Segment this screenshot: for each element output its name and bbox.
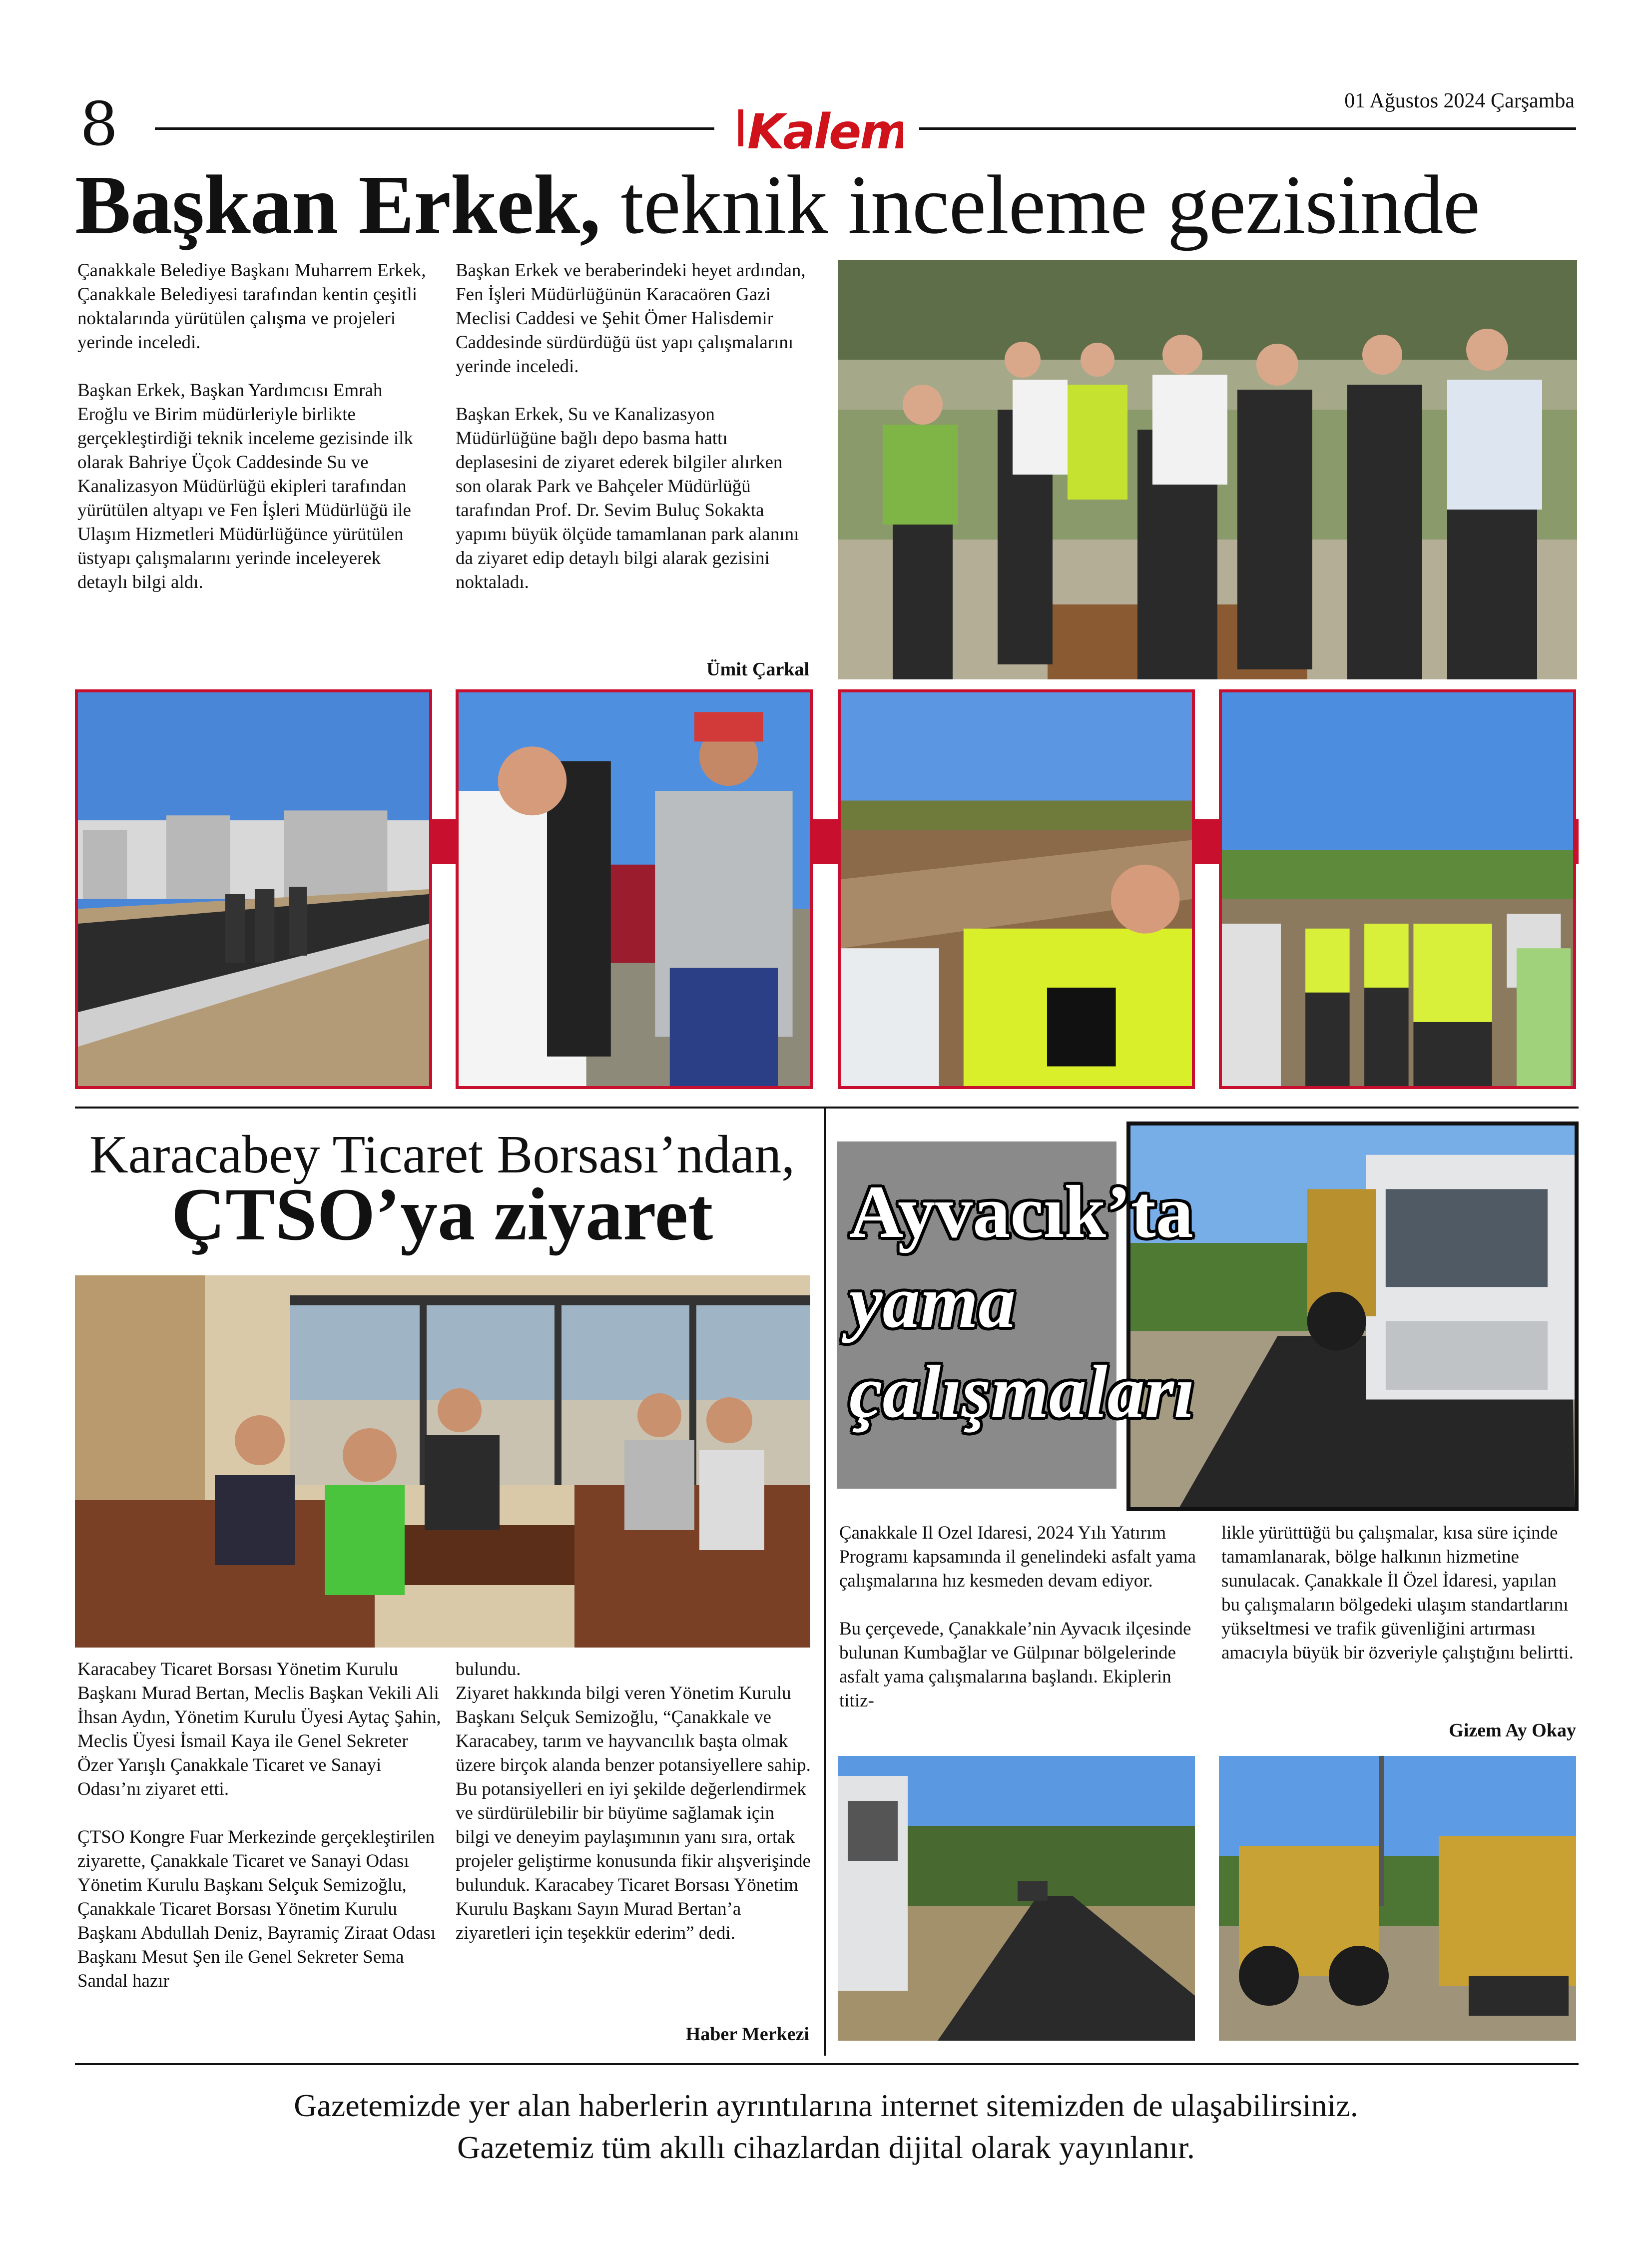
section-divider-horizontal (75, 1107, 1579, 1109)
article3-column2 (1221, 1521, 1577, 1665)
article1-main-photo (838, 260, 1577, 679)
page-number: 8 (80, 90, 118, 159)
article3-road-photo (838, 1756, 1195, 2041)
section-divider-vertical (824, 1107, 826, 2056)
strip-photo-road (75, 689, 432, 1089)
article1-col1-p1: Çanakkale Belediye Başkanı Muharrem Erkek, Çanakkale Belediyesi tarafından kentin çeşitli noktalarında yürütülen çalışma ve projeleri yerinde inceledi. (77, 260, 426, 353)
article3-grader-photo (1219, 1756, 1576, 2041)
main-headline (75, 159, 1579, 251)
article1-column1 (77, 259, 427, 618)
article2-column1 (77, 1658, 442, 1993)
article3-truck-photo (1126, 1121, 1579, 1511)
article2-column2 (456, 1658, 811, 1945)
issue-date: 01 Ağustos 2024 Çarşamba (1344, 89, 1575, 112)
article1-byline: Ümit Çarkal (706, 659, 809, 680)
article3-title-line2: yama (849, 1260, 1016, 1343)
article2-col1-p1: Karacabey Ticaret Borsası Yönetim Kurulu Başkanı Murad Bertan, Meclis Başkan Vekili Ali İhsan Aydın, Yönetim Kurulu Üyesi Aytaç Şahin, Meclis Üyesi İsmail Kaya ile Genel Sekreter Özer Yarışlı Çanakkale Ticaret ve Sanayi Odası’nı ziyaret etti. (77, 1659, 441, 1799)
footer-line1: Gazetemizde yer alan haberlerin ayrıntılarına internet sitemizden de ulaşabilirsiniz. (294, 2088, 1358, 2123)
article3-title-line1: Ayvacık’ta (849, 1170, 1193, 1253)
article3-byline: Gizem Ay Okay (1449, 1720, 1576, 1741)
article1-col1-p2: Başkan Erkek, Başkan Yardımcısı Emrah Eroğlu ve Birim müdürleriyle birlikte gerçekleştirdiği teknik inceleme gezisinde ilk olarak Bahriye Üçok Caddesinde Su ve Kanalizasyon Müdürlüğü ekipleri tarafından yürütülen altyapı ve Fen İşleri Müdürlüğü ile Ulaşım Hizmetleri Müdürlüğünce yürütülen üstyapı çalışmalarını yerinde inceleyerek detaylı bilgi aldı. (77, 380, 413, 592)
strip-photo-construction (838, 689, 1195, 1089)
svg-text:Kalem: Kalem (747, 104, 903, 157)
article2-meeting-photo (75, 1275, 810, 1648)
article1-col2-p1: Başkan Erkek ve beraberindeki heyet ardından, Fen İşleri Müdürlüğünün Karacaören Gazi Meclisi Caddesi ve Şehit Ömer Halisdemir Caddesinde sürdürdüğü üst yapı çalışmalarını yerinde inceledi. (456, 260, 806, 377)
article3-col2-p1: likle yürüttüğü bu çalışmalar, kısa süre içinde tamamlanarak, bölge halkının hizmetine sunulacak. Çanakkale İl Özel İdaresi, yapılan bu çalışmaların bölgedeki ulaşım standartlarını yükseltmesi ve trafik güvenliğini artırması amacıyla büyük bir özveriyle çalıştığını belirtti. (1221, 1523, 1574, 1663)
article2-col2-p1: bulundu. (456, 1659, 521, 1680)
article1-col2-p2: Başkan Erkek, Su ve Kanalizasyon Müdürlüğüne bağlı depo basma hattı deplasesini de ziyaret ederek bilgiler alırken son olarak Park ve Bahçeler Müdürlüğü tarafından Prof. Dr. Sevim Buluç Sokakta yapımı büyük ölçüde tamamlanan park alanını da ziyaret edip detaylı bilgi alarak gezisini noktaladı. (456, 404, 799, 592)
article3-col1-p2: Bu çerçevede, Çanakkale’nin Ayvacık ilçesinde bulunan Kumbağlar ve Gülpınar bölgelerinde asfalt yama çalışmalarına başlandı. Ekiplerin titiz- (839, 1619, 1191, 1711)
headline-bold: Başkan Erkek, (75, 158, 600, 251)
footer-line2: Gazetemiz tüm akıllı cihazlardan dijital olarak yayınlanır. (457, 2130, 1195, 2165)
footer-rule (75, 2063, 1579, 2065)
article2-col2-p2: Ziyaret hakkında bilgi veren Yönetim Kurulu Başkanı Selçuk Semizoğlu, “Çanakkale ve Karacabey, tarım ve hayvancılık başta olmak üzere birçok alanda benzer potansiyellere sahip. Bu potansiyelleri en iyi şekilde değerlendirmek ve sürdürülebilir bir büyüme sağlamak için bilgi ve deneyim paylaşımının yanı sıra, ortak projeler geliştirme konusunda fikir alışverişinde bulunduk. Karacabey Ticaret Borsası Yönetim Kurulu Başkanı Sayın Murad Bertan’a ziyaretleri için teşekkür ederim” dedi. (456, 1683, 811, 1943)
header-rule-right (919, 127, 1576, 130)
article2-byline: Haber Merkezi (685, 2024, 809, 2045)
strip-photo-handshake (456, 689, 813, 1089)
headline-rest: teknik inceleme gezisinde (600, 158, 1480, 251)
strip-photo-workers (1219, 689, 1576, 1089)
article1-column2 (456, 259, 811, 618)
article2-title-line1: Karacabey Ticaret Borsası’ndan, (89, 1125, 795, 1184)
article2-col1-p2: ÇTSO Kongre Fuar Merkezinde gerçekleştirilen ziyarette, Çanakkale Ticaret ve Sanayi Odası Yönetim Kurulu Başkanı Selçuk Semizoğlu, Çanakkale Ticaret Borsası Yönetim Kurulu Başkanı Abdullah Deniz, Bayramiç Ziraat Odası Başkanı Mesut Şen ile Genel Sekreter Sema Sandal hazır (77, 1827, 436, 1991)
article3-col1-p1: Çanakkale Il Ozel Idaresi, 2024 Yılı Yatırım Programı kapsamında il genelindeki asfalt yama çalışmalarına hız kesmeden devam ediyor. (839, 1523, 1196, 1591)
header-rule-left (155, 127, 714, 130)
article2-title-line2: ÇTSO’ya ziyaret (171, 1173, 713, 1256)
article3-column1 (839, 1521, 1199, 1713)
article3-title-line3: çalışmaları (849, 1350, 1195, 1433)
newspaper-logo (738, 102, 903, 157)
